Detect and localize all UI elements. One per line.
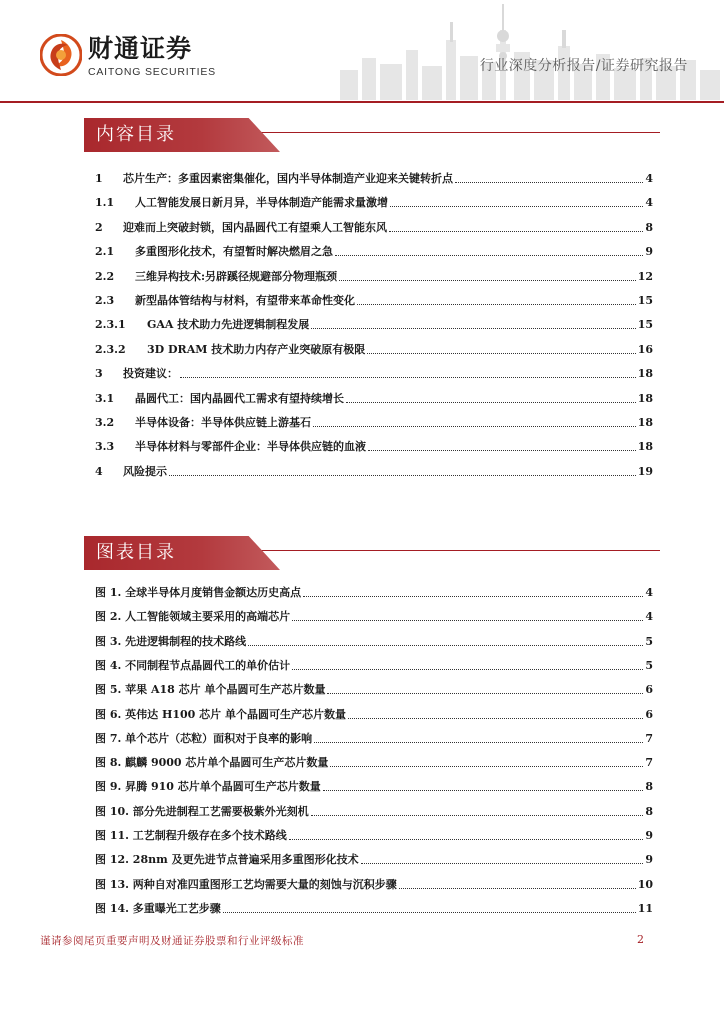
toc-entry-number: 1.1	[95, 196, 115, 210]
toc-entry-title: 迎难而上突破封锁，国内晶圆代工有望乘人工智能东风	[123, 220, 387, 234]
toc-entry-title: 风险提示	[123, 464, 167, 478]
entry-page-number: 11	[637, 901, 653, 915]
toc-entry[interactable]	[95, 217, 653, 235]
dot-leader	[389, 231, 643, 232]
toc-entry-title: 3D DRAM 技术助力内存产业突破原有极限	[147, 342, 366, 356]
entry-page-number: 19	[637, 464, 653, 478]
figure-entry[interactable]	[95, 655, 653, 673]
entry-page-number: 15	[637, 318, 653, 332]
figure-entry[interactable]	[95, 728, 653, 746]
dot-leader	[323, 790, 644, 791]
figure-entry-title: 图 8. 麒麟 9000 芯片单个晶圆可生产芯片数量	[95, 756, 329, 770]
entry-page-number: 16	[637, 342, 653, 356]
entry-page-number: 12	[637, 269, 653, 283]
figures-heading: 图表目录	[96, 542, 176, 563]
logo-chinese-name: 财通证券	[88, 34, 193, 63]
entry-page-number: 15	[637, 294, 653, 307]
entry-page-number: 7	[645, 731, 653, 745]
company-logo	[40, 34, 216, 79]
entry-page-number: 18	[637, 416, 653, 429]
figure-entry-title: 图 11. 工艺制程升级存在多个技术路线	[95, 829, 287, 842]
figure-entry[interactable]	[95, 825, 653, 843]
toc-entry-title: 芯片生产：多重因素密集催化，国内半导体制造产业迎来关键转折点	[123, 172, 453, 185]
toc-entry[interactable]	[95, 192, 653, 210]
dot-leader	[289, 839, 644, 840]
entry-page-number: 5	[645, 658, 653, 672]
toc-entry-number: 3.2	[95, 416, 115, 429]
toc-entry-title: 半导体设备：半导体供应链上游基石	[135, 416, 311, 429]
toc-entry-number: 2.3.1	[95, 318, 126, 332]
dot-leader	[303, 596, 643, 597]
toc-entry-number: 4	[95, 464, 103, 478]
toc-entry-title: 晶圆代工：国内晶圆代工需求有望持续增长	[135, 391, 344, 405]
figure-entry[interactable]	[95, 582, 653, 600]
figure-entry-title: 图 13. 两种自对准四重图形工艺均需要大量的刻蚀与沉积步骤	[95, 877, 397, 891]
toc-entry-number: 2.2	[95, 269, 115, 283]
figure-entry[interactable]	[95, 801, 653, 819]
header-divider	[0, 101, 724, 103]
toc-entry-title: 新型晶体管结构与材料，有望带来革命性变化	[135, 294, 355, 307]
dot-leader	[348, 718, 643, 719]
dot-leader	[292, 620, 643, 621]
figure-entry[interactable]	[95, 776, 653, 794]
entry-page-number: 6	[645, 707, 653, 721]
toc-entry-title: 人工智能发展日新月异，半导体制造产能需求量激增	[135, 196, 388, 210]
figure-entry[interactable]	[95, 849, 653, 867]
dot-leader	[311, 328, 635, 329]
figure-entry[interactable]	[95, 898, 653, 916]
report-type-label: 行业深度分析报告/证券研究报告	[479, 58, 688, 74]
toc-entry-number: 2	[95, 220, 103, 234]
figure-entry-title: 图 4. 不同制程节点晶圆代工的单价估计	[95, 658, 291, 672]
figure-entry-title: 图 3. 先进逻辑制程的技术路线	[95, 634, 247, 648]
contents-heading: 内容目录	[96, 124, 176, 145]
toc-entry-number: 3.1	[95, 391, 115, 405]
toc-entry[interactable]	[95, 412, 653, 430]
toc-entry[interactable]	[95, 168, 653, 186]
toc-entry[interactable]	[95, 339, 653, 357]
figure-entry-title: 图 6. 英伟达 H100 芯片 单个晶圆可生产芯片数量	[95, 707, 346, 721]
entry-page-number: 10	[637, 877, 653, 891]
dot-leader	[330, 766, 643, 767]
entry-page-number: 9	[645, 853, 653, 867]
toc-entry[interactable]	[95, 266, 653, 284]
entry-page-number: 8	[645, 804, 653, 818]
dot-leader	[361, 863, 644, 864]
figure-entry-title: 图 1. 全球半导体月度销售金额达历史高点	[95, 586, 302, 599]
figure-entry-title: 图 12. 28nm 及更先进节点普遍采用多重图形化技术	[95, 853, 359, 867]
contents-section-banner	[84, 118, 660, 152]
figures-section-banner	[84, 536, 660, 570]
entry-page-number: 8	[645, 220, 653, 234]
entry-page-number: 8	[645, 780, 653, 794]
toc-entry-title: 半导体材料与零部件企业：半导体供应链的血液	[135, 440, 366, 454]
entry-page-number: 4	[645, 586, 653, 599]
figure-entry[interactable]	[95, 679, 653, 697]
dot-leader	[368, 450, 636, 451]
toc-entry[interactable]	[95, 461, 653, 479]
entry-page-number: 18	[637, 367, 653, 381]
figure-entry[interactable]	[95, 606, 653, 624]
city-skyline-graphic	[330, 0, 724, 100]
toc-entry-title: 投资建议：	[123, 367, 178, 381]
toc-entry[interactable]	[95, 314, 653, 332]
entry-page-number: 9	[645, 829, 653, 842]
toc-entry[interactable]	[95, 436, 653, 454]
entry-page-number: 18	[637, 440, 653, 454]
toc-entry[interactable]	[95, 241, 653, 259]
figure-entry[interactable]	[95, 631, 653, 649]
dot-leader	[180, 377, 636, 378]
dot-leader	[169, 475, 636, 476]
toc-entry[interactable]	[95, 363, 653, 381]
toc-entry-number: 1	[95, 172, 103, 185]
entry-page-number: 6	[645, 683, 653, 697]
entry-page-number: 9	[645, 245, 653, 259]
page-header	[0, 0, 724, 104]
toc-entry-title: GAA 技术助力先进逻辑制程发展	[147, 318, 310, 332]
dot-leader	[346, 402, 636, 403]
figure-entry-title: 图 5. 苹果 A18 芯片 单个晶圆可生产芯片数量	[95, 683, 326, 697]
figure-entry[interactable]	[95, 874, 653, 892]
toc-entry-number: 3.3	[95, 440, 115, 454]
dot-leader	[399, 888, 636, 889]
banner-rule	[244, 550, 660, 551]
dot-leader	[292, 669, 643, 670]
logo-english-name: CAITONG SECURITIES	[88, 66, 216, 78]
dot-leader	[314, 742, 643, 743]
toc-entry-number: 2.1	[95, 245, 115, 259]
figure-entry-title: 图 14. 多重曝光工艺步骤	[95, 901, 221, 915]
toc-entry-number: 2.3.2	[95, 342, 126, 356]
dot-leader	[223, 912, 636, 913]
figure-entry[interactable]	[95, 752, 653, 770]
page-number: 2	[637, 933, 644, 946]
entry-page-number: 18	[637, 391, 653, 405]
entry-page-number: 4	[645, 610, 653, 624]
toc-entry-number: 2.3	[95, 294, 115, 307]
dot-leader	[339, 280, 636, 281]
dot-leader	[367, 353, 635, 354]
figure-entry[interactable]	[95, 704, 653, 722]
logo-emblem-icon	[40, 34, 82, 76]
banner-rule	[244, 132, 660, 133]
toc-entry[interactable]	[95, 388, 653, 406]
entry-page-number: 5	[645, 634, 653, 648]
figure-entry-title: 图 2. 人工智能领域主要采用的高端芯片	[95, 610, 291, 624]
entry-page-number: 7	[645, 756, 653, 770]
dot-leader	[248, 645, 643, 646]
figure-entry-title: 图 9. 昇腾 910 芯片单个晶圆可生产芯片数量	[95, 780, 321, 794]
entry-page-number: 4	[645, 172, 653, 185]
toc-entry-title: 多重图形化技术，有望暂时解决燃眉之急	[135, 245, 333, 259]
figure-entry-title: 图 7. 单个芯片（芯粒）面积对于良率的影响	[95, 731, 313, 745]
toc-entry-title: 三维异构技术:另辟蹊径规避部分物理瓶颈	[135, 269, 338, 283]
dot-leader	[357, 304, 636, 305]
dot-leader	[455, 182, 643, 183]
disclaimer-note: 谨请参阅尾页重要声明及财通证券股票和行业评级标准	[40, 935, 304, 947]
toc-entry[interactable]	[95, 290, 653, 308]
figure-entry-title: 图 10. 部分先进制程工艺需要极紫外光刻机	[95, 804, 309, 818]
dot-leader	[313, 426, 636, 427]
dot-leader	[327, 693, 643, 694]
dot-leader	[390, 206, 643, 207]
toc-entry-number: 3	[95, 367, 103, 381]
dot-leader	[311, 815, 644, 816]
entry-page-number: 4	[645, 196, 653, 210]
dot-leader	[335, 255, 643, 256]
